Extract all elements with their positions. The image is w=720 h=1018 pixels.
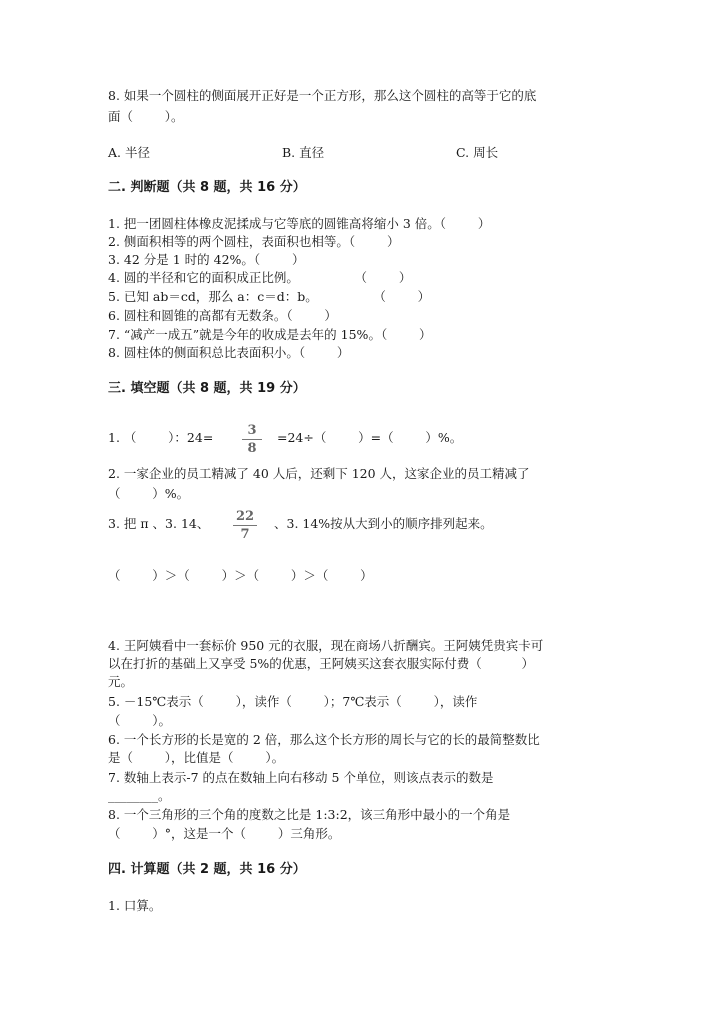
fill-q4-line-1: 4. 王阿姨看中一套标价 950 元的衣服，现在商场八折酬宾。王阿姨凭贵宾卡可 (108, 638, 544, 653)
fill-q3-answer-blanks: （ ）＞（ ）＞（ ）＞（ ） (108, 568, 373, 583)
judge-item-6: 6. 圆柱和圆锥的高都有无数条。（ ） (108, 308, 337, 323)
fill-q6-line-1: 6. 一个长方形的长是宽的 2 倍，那么这个长方形的周长与它的长的最简整数比 (108, 732, 540, 747)
option-b: B. 直径 (282, 145, 325, 160)
fill-q3-part-b: 、3. 14%按从大到小的顺序排列起来。 (274, 516, 493, 531)
judge-item-7: 7. “减产一成五”就是今年的收成是去年的 15%。（ ） (108, 327, 432, 342)
fill-q2-line-2: （ ）%。 (108, 486, 190, 501)
section-3-title: 三. 填空题（共 8 题，共 19 分） (108, 381, 306, 396)
judge-item-1: 1. 把一团圆柱体橡皮泥揉成与它等底的圆锥高将缩小 3 倍。（ ） (108, 216, 491, 231)
fill-q2-line-1: 2. 一家企业的员工精减了 40 人后，还剩下 120 人，这家企业的员工精减了 (108, 466, 530, 481)
fraction-3-8 (242, 423, 262, 456)
fill-q1-part-a: 1. （ ）：24= (108, 430, 214, 445)
section-2-title: 二. 判断题（共 8 题，共 16 分） (108, 180, 306, 195)
fill-q8-line-1: 8. 一个三角形的三个角的度数之比是 1:3:2，该三角形中最小的一个角是 (108, 807, 511, 822)
fill-q4-line-3: 元。 (108, 674, 134, 689)
fraction-bar (242, 439, 262, 440)
fill-q5-line-2: （ ）。 (108, 713, 172, 728)
fill-q7-line-2: ________。 (108, 788, 171, 803)
judge-item-4: 4. 圆的半径和它的面积成正比例。 （ ） (108, 270, 412, 285)
fill-q4-line-2: 以在打折的基础上又享受 5%的优惠，王阿姨买这套衣服实际付费（ ） (108, 656, 535, 671)
option-c: C. 周长 (456, 145, 499, 160)
fraction-numerator: 3 (247, 423, 257, 438)
fraction-denominator: 8 (247, 441, 257, 456)
fill-q7-line-1: 7. 数轴上表示-7 的点在数轴上向右移动 5 个单位，则该点表示的数是 (108, 770, 494, 785)
fraction-bar (233, 525, 257, 526)
judge-item-3: 3. 42 分是 1 时的 42%。（ ） (108, 252, 305, 267)
fill-q6-line-2: 是（ ），比值是（ ）。 (108, 750, 285, 765)
fill-q3-part-a: 3. 把 π 、3. 14、 (108, 516, 210, 531)
question-8-line-1: 8. 如果一个圆柱的侧面展开正好是一个正方形，那么这个圆柱的高等于它的底 (108, 88, 537, 103)
fraction-numerator: 22 (235, 509, 255, 524)
fill-q1-part-b: =24÷（ ）=（ ）%。 (277, 430, 463, 445)
fraction-22-7 (233, 509, 257, 542)
fraction-denominator: 7 (240, 527, 250, 542)
option-a: A. 半径 (108, 145, 150, 160)
judge-item-2: 2. 侧面积相等的两个圆柱，表面积也相等。（ ） (108, 234, 400, 249)
fill-q5-line-1: 5. －15℃表示（ ），读作（ ）；7℃表示（ ），读作 (108, 694, 478, 709)
judge-item-5: 5. 已知 ab＝cd，那么 a：c＝d：b。 （ ） (108, 289, 431, 304)
section-4-title: 四. 计算题（共 2 题，共 16 分） (108, 862, 306, 877)
calc-q1: 1. 口算。 (108, 898, 162, 913)
judge-item-8: 8. 圆柱体的侧面积总比表面积小。（ ） (108, 345, 350, 360)
question-8-line-2: 面（ ）。 (108, 109, 184, 124)
fill-q8-line-2: （ ）°，这是一个（ ）三角形。 (108, 826, 341, 841)
